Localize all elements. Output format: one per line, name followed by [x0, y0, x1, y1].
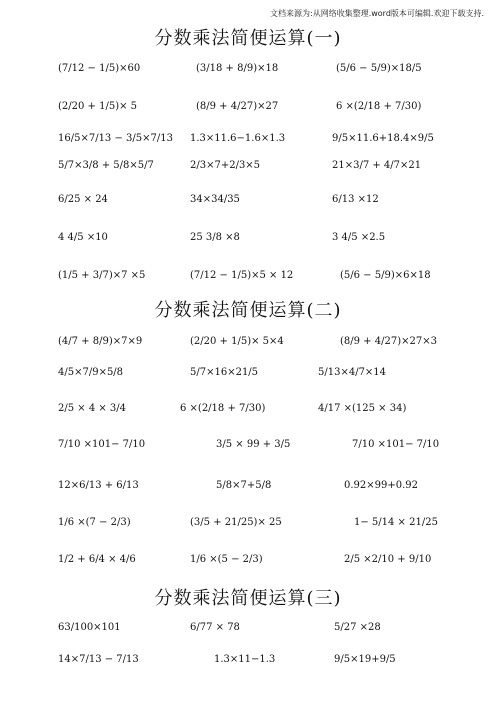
problem-1-20: (7/12 − 1/5)×5 × 12: [190, 270, 294, 281]
problem-2-6: 5/13×4/7×14: [318, 367, 387, 378]
section-title-2: 分数乘法简便运算(二): [154, 300, 342, 321]
problem-1-13: 6/25 × 24: [58, 194, 108, 205]
problem-2-4: 4/5×7/9×5/8: [58, 367, 124, 378]
problem-1-4: (2/20 + 1/5)× 5: [58, 101, 138, 112]
problem-1-18: 3 4/5 ×2.5: [332, 232, 386, 243]
problem-1-19: (1/5 + 3/7)×7 ×5: [58, 270, 146, 281]
problem-2-16: 1/6 ×(7 − 2/3): [58, 517, 131, 528]
page-header: 文档来源为:从网络收集整理.word版本可编辑.欢迎下载支持.: [270, 9, 484, 18]
problem-1-1: (7/12 − 1/5)×60: [58, 63, 141, 74]
problem-2-18: 1− 5/14 × 21/25: [354, 517, 438, 528]
problem-2-13: 12×6/13 + 6/13: [58, 480, 139, 491]
problem-1-14: 34×34/35: [190, 194, 240, 205]
problem-2-19: 1/2 + 6/4 × 4/6: [58, 554, 136, 565]
problem-2-10: 7/10 ×101− 7/10: [58, 439, 146, 450]
problem-1-9: 9/5×11.6+18.4×9/5: [332, 133, 434, 144]
problem-1-7: 16/5×7/13 − 3/5×7/13: [58, 133, 173, 144]
problem-1-10: 5/7×3/8 + 5/8×5/7: [58, 160, 154, 171]
problem-2-17: (3/5 + 21/25)× 25: [190, 517, 282, 528]
problem-2-15: 0.92×99+0.92: [344, 480, 419, 491]
problem-2-8: 6 ×(2/18 + 7/30): [180, 403, 266, 414]
problem-1-11: 2/3×7+2/3×5: [190, 160, 261, 171]
problem-3-1: 63/100×101: [58, 622, 121, 633]
problem-1-15: 6/13 ×12: [332, 194, 379, 205]
problem-2-3: (8/9 + 4/27)×27×3: [340, 336, 437, 347]
problem-2-9: 4/17 ×(125 × 34): [318, 403, 407, 414]
problem-2-20: 1/6 ×(5 − 2/3): [190, 554, 263, 565]
problem-2-21: 2/5 ×2/10 + 9/10: [344, 554, 432, 565]
problem-3-6: 9/5×19+9/5: [334, 654, 396, 665]
problem-1-21: (5/6 − 5/9)×6×18: [340, 270, 431, 281]
problem-2-11: 3/5 × 99 + 3/5: [216, 439, 291, 450]
problem-3-2: 6/77 × 78: [190, 622, 240, 633]
section-title-1: 分数乘法简便运算(一): [154, 28, 342, 49]
problem-1-2: (3/18 + 8/9)×18: [196, 63, 279, 74]
problem-3-4: 14×7/13 − 7/13: [58, 654, 139, 665]
problem-1-16: 4 4/5 ×10: [58, 232, 108, 243]
problem-1-17: 25 3/8 ×8: [190, 232, 240, 243]
problem-3-5: 1.3×11−1.3: [214, 654, 276, 665]
problem-1-8: 1.3×11.6−1.6×1.3: [190, 133, 286, 144]
problem-3-3: 5/27 ×28: [334, 622, 381, 633]
problem-1-12: 21×3/7 + 4/7×21: [332, 160, 422, 171]
problem-2-7: 2/5 × 4 × 3/4: [58, 403, 127, 414]
problem-2-12: 7/10 ×101− 7/10: [352, 439, 440, 450]
problem-2-1: (4/7 + 8/9)×7×9: [58, 336, 143, 347]
problem-1-6: 6 ×(2/18 + 7/30): [336, 101, 422, 112]
problem-1-3: (5/6 − 5/9)×18/5: [336, 63, 422, 74]
problem-1-5: (8/9 + 4/27)×27: [196, 101, 279, 112]
problem-2-2: (2/20 + 1/5)× 5×4: [190, 336, 284, 347]
problem-2-5: 5/7×16×21/5: [190, 367, 259, 378]
section-title-3: 分数乘法简便运算(三): [154, 588, 342, 609]
problem-2-14: 5/8×7+5/8: [216, 480, 272, 491]
